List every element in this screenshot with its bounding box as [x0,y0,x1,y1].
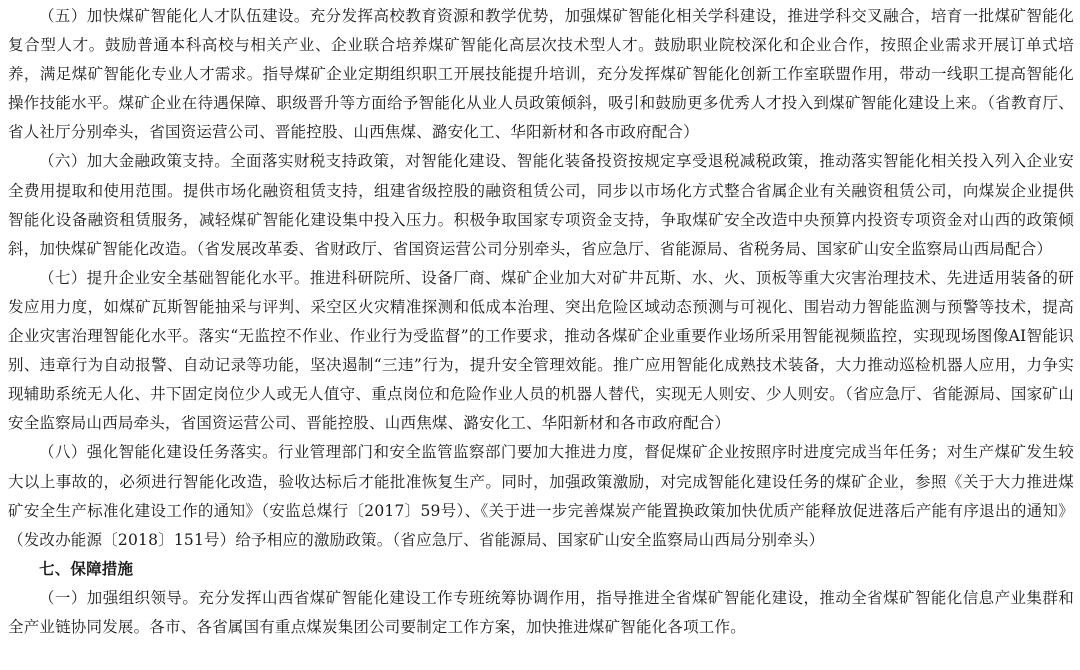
section-heading-guarantee-measures: 七、保障措施 [39,559,134,578]
paragraph-safety-intelligence: （七）提升企业安全基础智能化水平。推进科研院所、设备厂商、煤矿企业加大对矿井瓦斯、水、火、顶板等重大灾害治理技术、先进适用装备的研发应用力度，如煤矿瓦斯智能抽采与评判、采空区火灾精准探测和低成本治理、突出危险区域动态预测与可视化、围岩动力智能监测与预警等技术，提高企业灾害治理智能化水平。落实“无监控不作业、作业行为受监督”的工作要求，推动各煤矿企业重要作业场所采用智能视频监控，实现现场图像AI智能识别、违章行为自动报警、自动记录等功能，坚决遏制“三违”行为，提升安全管理效能。推广应用智能化成熟技术装备，大力推动巡检机器人应用，力争实现辅助系统无人化、井下固定岗位少人或无人值守、重点岗位和危险作业人员的机器人替代，实现无人则安、少人则安。（省应急厅、省能源局、国家矿山安全监察局山西局牵头，省国资运营公司、晋能控股、山西焦煤、潞安化工、华阳新材和各市政府配合） [8,268,1074,433]
paragraph-organizational-leadership: （一）加强组织领导。充分发挥山西省煤矿智能化建设工作专班统筹协调作用，指导推进全省煤矿智能化建设，推动全省煤矿智能化信息产业集群和全产业链协同发展。各市、各省属国有重点煤炭集团公司要制定工作方案，加快推进煤矿智能化各项工作。 [8,588,1074,636]
paragraph-financial-support: （六）加大金融政策支持。全面落实财税支持政策，对智能化建设、智能化装备投资按规定享受退税减税政策，推动落实智能化相关投入列入企业安全费用提取和使用范围。提供市场化融资租赁支持，组建省级控股的融资租赁公司，同步以市场化方式整合省属企业有关融资租赁公司，向煤炭企业提供智能化设备融资租赁服务，减轻煤矿智能化建设集中投入压力。积极争取国家专项资金支持，争取煤矿安全改造中央预算内投资专项资金对山西的政策倾斜，加快煤矿智能化改造。（省发展改革委、省财政厅、省国资运营公司分别牵头，省应急厅、省能源局、省税务局、国家矿山安全监察局山西局配合） [8,152,1074,258]
paragraph-task-implementation: （八）强化智能化建设任务落实。行业管理部门和安全监管监察部门要加大推进力度，督促煤矿企业按照序时进度完成当年任务；对生产煤矿发生较大以上事故的，必须进行智能化改造，验收达标后才能批准恢复生产。同时，加强政策激励，对完成智能化建设任务的煤矿企业，参照《关于大力推进煤矿安全生产标准化建设工作的通知》（安监总煤行〔2017〕59号）、《关于进一步完善煤炭产能置换政策加快优质产能释放促进落后产能有序退出的通知》（发改办能源〔2018〕151号）给予相应的激励政策。（省应急厅、省能源局、国家矿山安全监察局山西局分别牵头） [8,443,1074,549]
paragraph-talent-building: （五）加快煤矿智能化人才队伍建设。充分发挥高校教育资源和教学优势，加强煤矿智能化相关学科建设，推进学科交叉融合，培育一批煤矿智能化复合型人才。鼓励普通本科高校与相关产业、企业联合培养煤矿智能化高层次技术型人才。鼓励职业院校深化和企业合作，按照企业需求开展订单式培养，满足煤矿智能化专业人才需求。指导煤矿企业定期组织职工开展技能提升培训，充分发挥煤矿智能化创新工作室联盟作用，带动一线职工提高智能化操作技能水平。煤矿企业在待遇保障、职级晋升等方面给予智能化从业人员政策倾斜，吸引和鼓励更多优秀人才投入到煤矿智能化建设上来。（省教育厅、省人社厅分别牵头，省国资运营公司、晋能控股、山西焦煤、潞安化工、华阳新材和各市政府配合） [8,7,1074,142]
